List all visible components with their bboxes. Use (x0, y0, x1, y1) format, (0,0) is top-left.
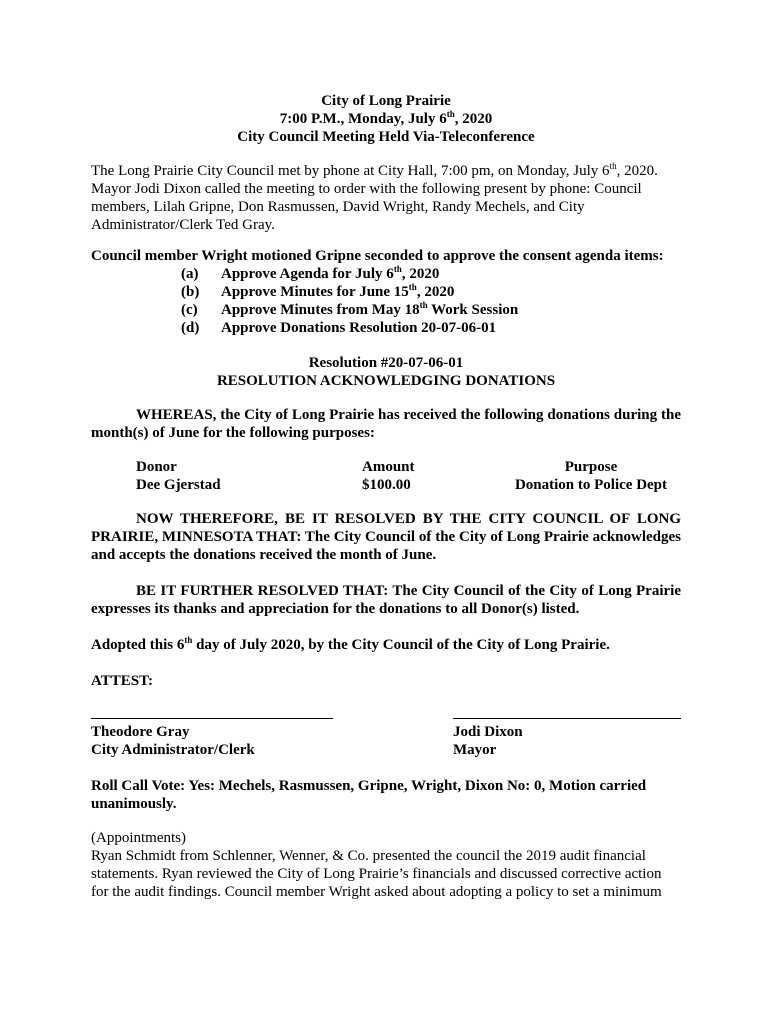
signature-line (453, 718, 681, 719)
further-resolved-paragraph: BE IT FURTHER RESOLVED THAT: The City Council of the City of Long Prairie expresses its thanks and appreciation for the donations to all Donor(s) listed. (91, 583, 681, 617)
consent-item: (a) Approve Agenda for July 6th, 2020 (181, 264, 440, 282)
intro-paragraph: The Long Prairie City Council met by phone at City Hall, 7:00 pm, on Monday, July 6th, 2020. Mayor Jodi Dixon called the meeting to order with the following present by phone: Council members, Lilah Gripne, Don Rasmussen, David Wright, Randy Mechels, and City Administrator/Clerk Ted Gray. (91, 161, 658, 233)
consent-heading: Council member Wright motioned Gripne seconded to approve the consent agenda items: (91, 248, 664, 264)
whereas-paragraph: WHEREAS, the City of Long Prairie has received the following donations during the month(s) of June for the following purposes: (91, 407, 681, 441)
header-city-name: City of Long Prairie (321, 93, 451, 109)
signer-name: Jodi Dixon (453, 724, 523, 740)
resolution-title: RESOLUTION ACKNOWLEDGING DONATIONS (216, 373, 556, 389)
resolution-heading (91, 354, 681, 390)
document-header (91, 92, 681, 146)
signer-title: Mayor (453, 742, 497, 758)
appointments-heading: (Appointments) (91, 830, 186, 846)
table-cell-amount: $100.00 (362, 477, 411, 493)
consent-item: (c) Approve Minutes from May 18th Work Session (181, 300, 519, 318)
table-header-purpose: Purpose (564, 459, 618, 475)
appointments-text: Ryan Schmidt from Schlenner, Wenner, & Co. presented the council the 2019 audit financial statements. Ryan reviewed the City of Long Prairie’s financials and discussed corrective action for the audit findings. Council member Wright asked about adopting a policy to set a minimum (91, 848, 662, 900)
appointments-section (91, 829, 681, 901)
adopted-line: Adopted this 6th day of July 2020, by the City Council of the City of Long Prairie. (91, 635, 610, 653)
resolution-number: Resolution #20-07-06-01 (308, 355, 464, 371)
signature-left (91, 718, 333, 759)
consent-item: (d) Approve Donations Resolution 20-07-06-01 (181, 320, 497, 336)
header-date-line: 7:00 P.M., Monday, July 6th, 2020 (279, 109, 493, 127)
signer-name: Theodore Gray (91, 724, 190, 740)
consent-agenda (91, 247, 681, 337)
signature-right (453, 718, 681, 759)
table-cell-purpose: Donation to Police Dept (514, 477, 668, 493)
document-page (91, 92, 681, 901)
attest-label: ATTEST: (91, 673, 153, 689)
table-header-amount: Amount (362, 459, 415, 475)
roll-call-vote: Roll Call Vote: Yes: Mechels, Rasmussen, Gripne, Wright, Dixon No: 0, Motion carried unanimously. (91, 778, 647, 812)
donations-table (136, 458, 681, 494)
consent-item: (b) Approve Minutes for June 15th, 2020 (181, 282, 455, 300)
now-therefore-paragraph: NOW THEREFORE, BE IT RESOLVED BY THE CITY COUNCIL OF LONG PRAIRIE, MINNESOTA THAT: The City Council of the City of Long Prairie acknowledges and accepts the donations received the month of June. (91, 511, 681, 563)
signature-line (91, 718, 333, 719)
table-cell-donor: Dee Gjerstad (136, 477, 221, 493)
header-meeting-title: City Council Meeting Held Via-Teleconference (237, 129, 535, 145)
signature-block (91, 718, 681, 759)
signer-title: City Administrator/Clerk (91, 742, 255, 758)
table-header-donor: Donor (136, 459, 177, 475)
